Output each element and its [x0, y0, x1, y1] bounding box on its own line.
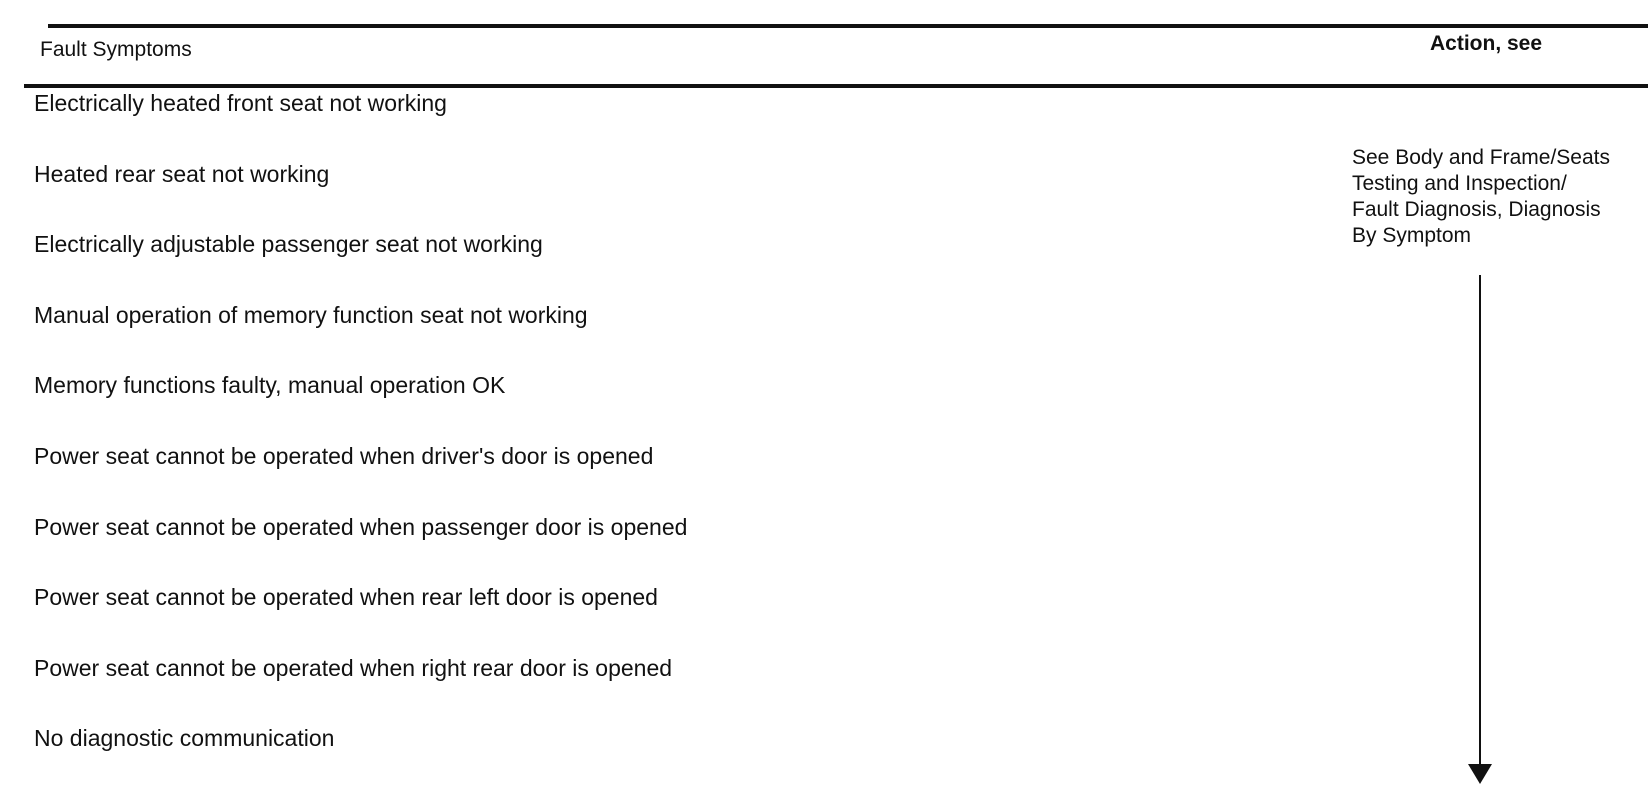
fault-symptom-row: Electrically heated front seat not working	[34, 90, 447, 116]
fault-symptom-row: Power seat cannot be operated when right rear door is opened	[34, 654, 673, 681]
action-reference	[1352, 145, 1648, 249]
down-arrow-head-icon	[1468, 764, 1492, 784]
action-column-header: Action, see	[1430, 32, 1543, 55]
action-reference-line: Testing and Inspection/	[1352, 172, 1567, 195]
fault-symptom-row: Memory functions faulty, manual operation OK	[34, 372, 506, 399]
fault-symptom-row: Power seat cannot be operated when passenger door is opened	[34, 513, 688, 540]
fault-symptom-list	[34, 90, 1234, 796]
fault-symptom-row: No diagnostic communication	[34, 725, 335, 752]
fault-symptom-row: Power seat cannot be operated when driver's door is opened	[34, 442, 654, 469]
down-arrow-icon	[1479, 275, 1481, 765]
fault-symptom-row: Power seat cannot be operated when rear left door is opened	[34, 584, 658, 611]
table-top-rule	[48, 24, 1648, 28]
fault-symptom-row: Manual operation of memory function seat not working	[34, 301, 588, 328]
fault-symptoms-column-header: Fault Symptoms	[40, 38, 192, 61]
fault-symptom-row: Heated rear seat not working	[34, 160, 330, 187]
fault-symptom-row: Electrically adjustable passenger seat not working	[34, 231, 543, 258]
action-reference-line: See Body and Frame/Seats	[1352, 146, 1610, 169]
action-reference-line: By Symptom	[1352, 224, 1472, 247]
header-divider-rule	[24, 84, 1648, 88]
action-reference-line: Fault Diagnosis, Diagnosis	[1352, 198, 1601, 221]
